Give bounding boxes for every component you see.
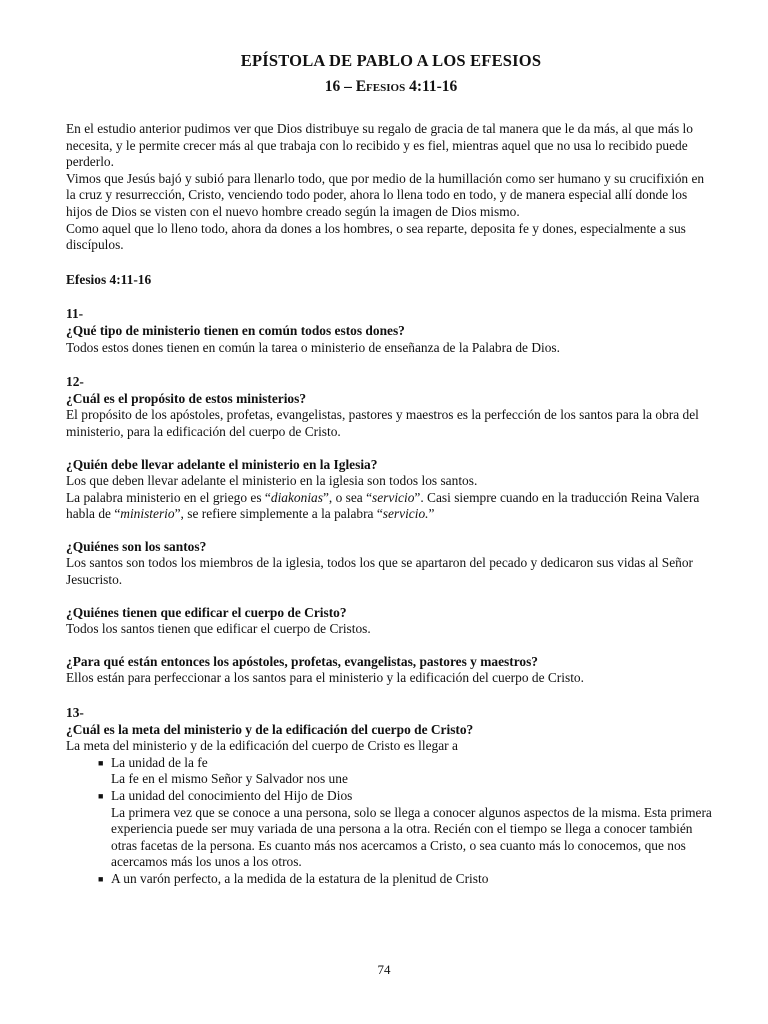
text-run: ” <box>428 506 435 522</box>
list-item-text: La unidad del conocimiento del Hijo de Dios <box>111 788 353 803</box>
page-number: 74 <box>377 962 391 977</box>
question: ¿Cuál es el propósito de estos ministerios? <box>66 390 307 406</box>
italic-term: servicio. <box>382 506 429 522</box>
section-13 <box>66 705 716 888</box>
text-run: ”. Casi siempre cuando en la traducción Reina Valera habla de “ <box>66 489 700 522</box>
section-number: 12- <box>66 374 84 390</box>
list-item <box>66 788 716 805</box>
answer: Todos estos dones tienen en común la tarea o ministerio de enseñanza de la Palabra de Dios. <box>66 339 560 355</box>
text-run: La palabra ministerio en el griego es “ <box>66 489 271 505</box>
intro-paragraph-2: Vimos que Jesús bajó y subió para llenarlo todo, que por medio de la humillación como ser humano y su crucifixión en la cruz y resurrección, Cristo, venciendo todo poder, ahora lo llena todo en todo, y de manera especial allí donde los hijos de Dios se visten con el nuevo hombre creado según la imagen de Dios mismo. <box>66 170 705 219</box>
intro-paragraph-3: Como aquel que lo lleno todo, ahora da dones a los hombres, o sea reparte, deposita fe y dones, especialmente a sus discípulos. <box>66 220 686 253</box>
list-item-detail: La primera vez que se conoce a una persona, solo se llega a conocer algunos aspectos de la misma. Esta primera experiencia puede ser muy variada de una persona a la otra. Recién con el tiempo se llega a conocer también otras facetas de la persona. Es cuanto más nos acercamos a Cristo, o sea cuanto más lo conocemos, que nos acercamos más los unos a los otros. <box>111 804 712 870</box>
section-number: 13- <box>66 705 84 721</box>
text-run: ”, o sea “ <box>322 489 373 505</box>
question: ¿Qué tipo de ministerio tienen en común todos estos dones? <box>66 322 405 338</box>
answer: Los que deben llevar adelante el ministerio en la iglesia son todos los santos. <box>66 473 478 489</box>
document-page <box>66 50 716 888</box>
italic-term: diakonias <box>270 489 323 505</box>
list-item-text: A un varón perfecto, a la medida de la estatura de la plenitud de Cristo <box>111 870 489 886</box>
question: ¿Quiénes son los santos? <box>66 538 207 554</box>
answer: Ellos están para perfeccionar a los santos para el ministerio y la edificación del cuerpo de Cristo. <box>66 670 584 686</box>
document-title: EPÍSTOLA DE PABLO A LOS EFESIOS <box>240 51 542 70</box>
question: ¿Quién debe llevar adelante el ministerio en la Iglesia? <box>66 456 378 472</box>
passage-heading: Efesios 4:11-16 <box>66 271 152 287</box>
text-run: ”, se refiere simplemente a la palabra “ <box>174 506 383 522</box>
list-item-detail: La fe en el mismo Señor y Salvador nos une <box>111 771 348 787</box>
italic-term: servicio <box>372 489 415 505</box>
answer-greek-word <box>66 490 716 523</box>
italic-term: ministerio <box>120 506 175 522</box>
intro-paragraph-1: En el estudio anterior pudimos ver que Dios distribuye su regalo de gracia de tal manera que le da más, al que más lo necesita, y le permite crecer más al que trabaja con lo recibido y es fiel, mientras aquel que no usa lo recibido puede perderlo. <box>66 121 693 170</box>
section-11 <box>66 306 716 356</box>
subtitle-book: Efesios <box>355 78 406 95</box>
subtitle-prefix: 16 – <box>324 78 356 95</box>
subtitle-ref: 4:11-16 <box>405 78 458 95</box>
answer: Todos los santos tienen que edificar el cuerpo de Cristos. <box>66 621 371 637</box>
bullet-square-icon: ■ <box>98 791 104 801</box>
section-number: 11- <box>66 306 84 322</box>
question: ¿Quiénes tienen que edificar el cuerpo de Cristo? <box>66 604 347 620</box>
answer: El propósito de los apóstoles, profetas, evangelistas, pastores y maestros es la perfección de los santos para la obra del ministerio, para la edificación del cuerpo de Cristo. <box>66 407 699 439</box>
section-12 <box>66 374 716 687</box>
bullet-square-icon: ■ <box>98 757 104 768</box>
document-subtitle <box>66 76 716 98</box>
answer: La meta del ministerio y de la edificación del cuerpo de Cristo es llegar a <box>66 738 458 754</box>
list-item-text: La unidad de la fe <box>111 754 208 770</box>
intro-section <box>66 121 716 254</box>
list-item <box>66 871 716 888</box>
bullet-square-icon: ■ <box>98 873 104 884</box>
question: ¿Para qué están entonces los apóstoles, profetas, evangelistas, pastores y maestros? <box>66 653 538 669</box>
question: ¿Cuál es la meta del ministerio y de la edificación del cuerpo de Cristo? <box>66 721 474 737</box>
list-item <box>66 755 716 772</box>
answer: Los santos son todos los miembros de la iglesia, todos los que se apartaron del pecado y dedicaron sus vidas al Señor Jesucristo. <box>66 555 694 588</box>
goal-list <box>66 755 716 888</box>
